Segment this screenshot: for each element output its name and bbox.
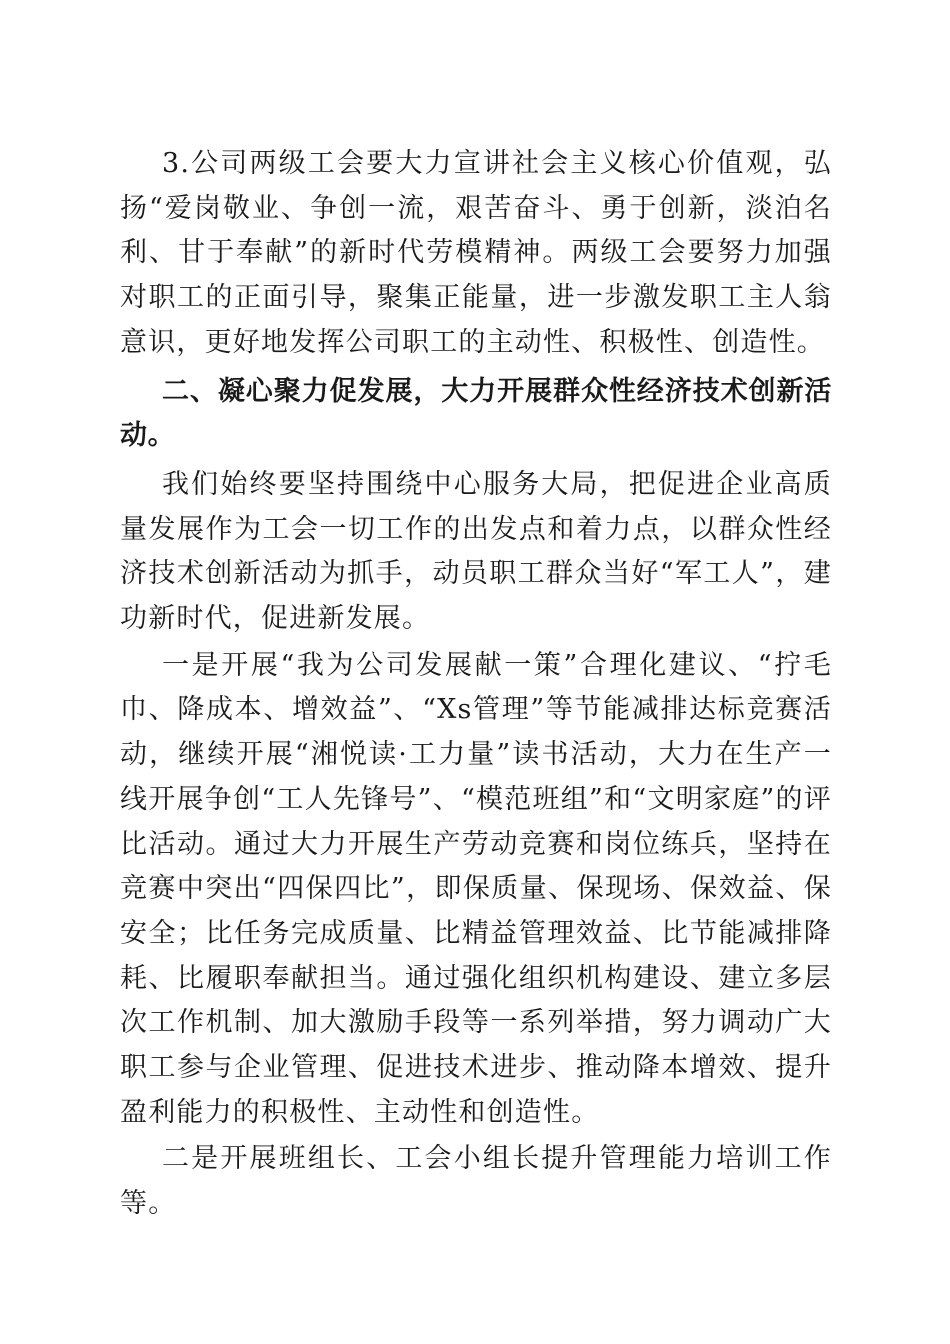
section-heading-2: 二、凝心聚力促发展，大力开展群众性经济技术创新活动。 — [120, 375, 832, 452]
paragraph-development-intro: 我们始终要坚持围绕中心服务大局，把促进企业高质量发展作为工会一切工作的出发点和着力点，以群众性经济技术创新活动为抓手，动员职工群众当好“军工人”，建功新时代，促进新发展。 — [120, 468, 832, 635]
paragraph-activities: 一是开展“我为公司发展献一策”合理化建议、“拧毛巾、降成本、增效益”、“Xs管理”等节能减排达标竞赛活动，继续开展“湘悦读·工力量”读书活动，大力在生产一线开展争创“工人先锋号”、“模范班组”和“文明家庭”的评比活动。通过大力开展生产劳动竞赛和岗位练兵，坚持在竞赛中突出“四保四比”，即保质量、保现场、保效益、保安全；比任务完成质量、比精益管理效益、比节能减排降耗、比履职奉献担当。通过强化组织机构建设、建立多层次工作机制、加大激励手段等一系列举措，努力调动广大职工参与企业管理、促进技术进步、推动降本增效、提升盈利能力的积极性、主动性和创造性。 — [120, 649, 832, 1128]
paragraph-union-values: 3.公司两级工会要大力宣讲社会主义核心价值观，弘扬“爱岗敬业、争创一流，艰苦奋斗、勇于创新，淡泊名利、甘于奉献”的新时代劳模精神。两级工会要努力加强对职工的正面引导，聚集正能量，进一步激发职工主人翁意识，更好地发挥公司职工的主动性、积极性、创造性。 — [120, 148, 832, 358]
paragraph-training: 二是开展班组长、工会小组长提升管理能力培训工作等。 — [120, 1143, 832, 1220]
document-body — [120, 142, 832, 1229]
